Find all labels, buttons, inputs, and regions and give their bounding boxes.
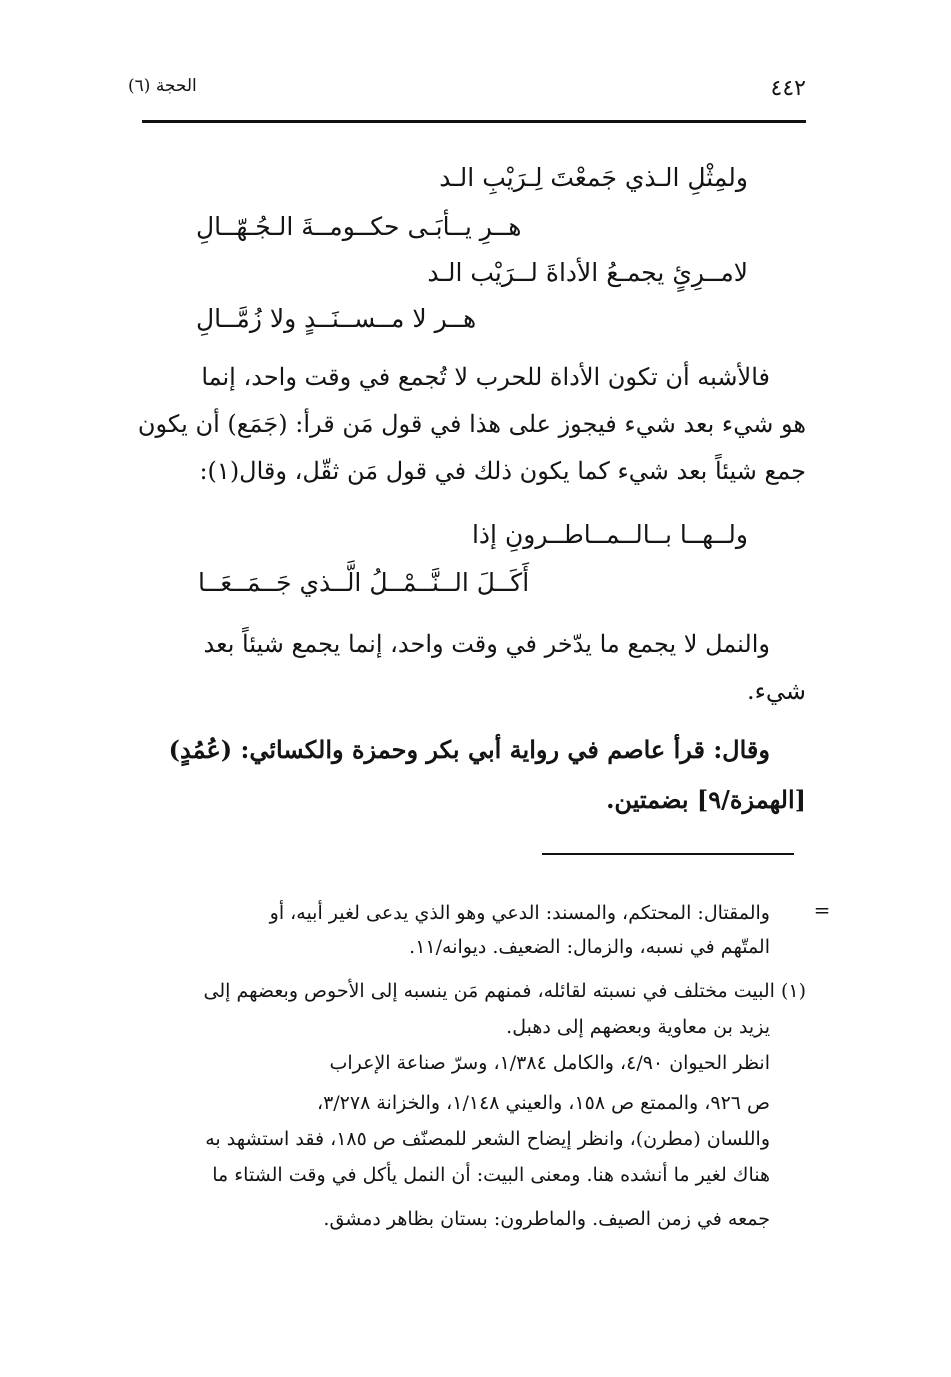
footnote-rule bbox=[542, 853, 794, 855]
paragraph-line: وقال: قرأ عاصم في رواية أبي بكر وحمزة والكسائي: (عُمُدٍ) bbox=[168, 735, 770, 764]
paragraph-line: [الهمزة/٩] بضمتين. bbox=[606, 785, 806, 814]
footnote-line: جمعه في زمن الصيف. والماطرون: بستان بظاهر دمشق. bbox=[323, 1208, 770, 1230]
footnote-line: ص ٩٢٦، والممتع ص ١٥٨، والعيني ١/١٤٨، والخزانة ٣/٢٧٨، bbox=[316, 1092, 770, 1114]
footnote-continuation-mark: = bbox=[813, 898, 831, 922]
footnote-line: واللسان (مطرن)، وانظر إيضاح الشعر للمصنّف ص ١٨٥، فقد استشهد به bbox=[205, 1128, 770, 1150]
header-rule bbox=[142, 120, 806, 123]
footnote-line: هناك لغير ما أنشده هنا. ومعنى البيت: أن النمل يأكل في وقت الشتاء ما bbox=[212, 1164, 770, 1186]
footnote-line: انظر الحيوان ٤/٩٠، والكامل ١/٣٨٤، وسرّ صناعة الإعراب bbox=[329, 1052, 770, 1074]
verse-line: هــرِ يــأبَـى حكــومــةَ الـجُـهّــالِ bbox=[196, 212, 522, 241]
verse-line: ولمِثْلِ الـذي جَمعْتَ لِـرَيْبِ الـد bbox=[439, 163, 748, 192]
footnote-line: والمقتال: المحتكم، والمسند: الدعي وهو الذي يدعى لغير أبيه، أو bbox=[269, 902, 770, 924]
page-number: ٤٤٢ bbox=[770, 76, 806, 101]
verse-line: أَكَــلَ الــنَّــمْــلُ الَّــذي جَــمَــعَــا bbox=[198, 568, 530, 597]
verse-line: هــر لا مــســنَــدٍ ولا زُمَّــالِ bbox=[196, 304, 477, 333]
running-title: الحجة (٦) bbox=[128, 76, 197, 96]
paragraph-line: هو شيء بعد شيء فيجوز على هذا في قول مَن قرأ: (جَمَع) أن يكون bbox=[137, 410, 806, 438]
paragraph-line: والنمل لا يجمع ما يدّخر في وقت واحد، إنما يجمع شيئاً بعد bbox=[203, 630, 770, 658]
paragraph-line: فالأشبه أن تكون الأداة للحرب لا تُجمع في وقت واحد، إنما bbox=[201, 363, 770, 391]
verse-line: ولــهــا بــالــمــاطــرونِ إذا bbox=[471, 520, 748, 549]
footnote-line: المتّهم في نسبه، والزمال: الضعيف. ديوانه/١١. bbox=[409, 936, 770, 958]
paragraph-line: جمع شيئاً بعد شيء كما يكون ذلك في قول مَن ثقّل، وقال(١): bbox=[199, 457, 806, 485]
footnote-line: يزيد بن معاوية وبعضهم إلى دهبل. bbox=[506, 1016, 770, 1038]
footnote-line: (١) البيت مختلف في نسبته لقائله، فمنهم مَن ينسبه إلى الأحوص وبعضهم إلى bbox=[203, 980, 806, 1002]
verse-line: لامــرِئٍ يجمـعُ الأداةَ لــرَيْب الـد bbox=[427, 258, 748, 287]
paragraph-line: شيء. bbox=[746, 677, 806, 705]
